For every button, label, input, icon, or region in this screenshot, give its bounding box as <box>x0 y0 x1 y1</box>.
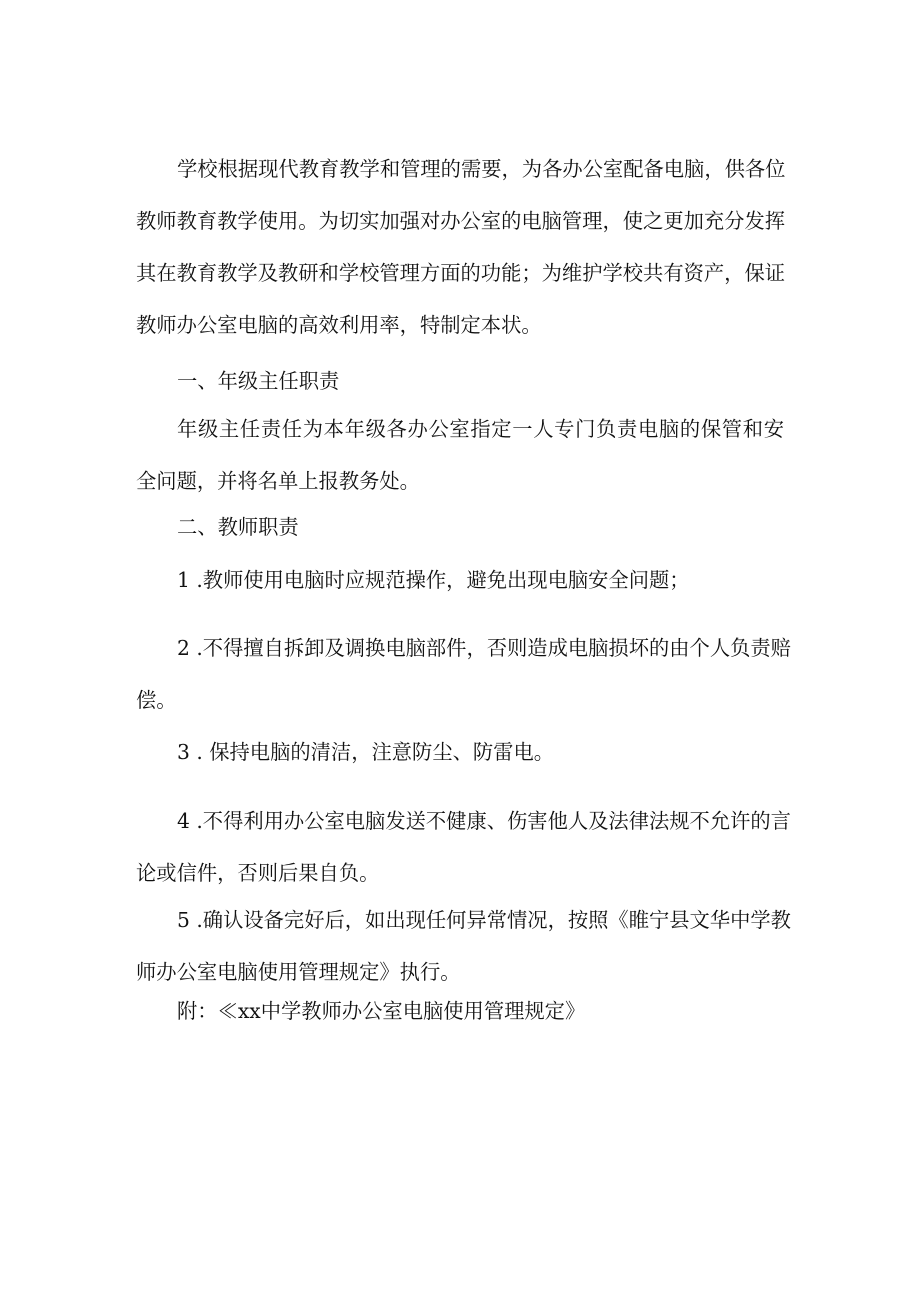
section-1-line-2: 全问题，并将名单上报教务处。 <box>136 469 420 493</box>
list-item-3 <box>136 737 784 767</box>
section-1-heading <box>136 366 784 396</box>
list-item-2-line-2: 偿。 <box>136 688 177 712</box>
list-item-5-line-2: 师办公室电脑使用管理规定》执行。 <box>136 960 461 984</box>
intro-line-3: 其在教育教学及教研和学校管理方面的功能；为维护学校共有资产，保证 <box>136 261 786 285</box>
appendix-note <box>136 996 784 1026</box>
list-item-1 <box>136 565 784 595</box>
list-item-5 <box>136 894 791 998</box>
section-1-paragraph <box>136 403 784 507</box>
list-item-4 <box>136 795 791 899</box>
intro-paragraph <box>136 143 784 351</box>
section-2-heading <box>136 512 784 542</box>
appendix-text: 附：≪xx中学教师办公室电脑使用管理规定》 <box>177 999 586 1023</box>
intro-line-1: 学校根据现代教育教学和管理的需要，为各办公室配备电脑，供各位 <box>177 157 786 181</box>
list-item-4-line-2: 论或信件，否则后果自负。 <box>136 861 380 885</box>
list-item-2-line-1: 2 .不得擅自拆卸及调换电脑部件，否则造成电脑损坏的由个人负责赔 <box>177 636 791 660</box>
list-item-5-line-1: 5 .确认设备完好后，如出现任何异常情况，按照《睢宁县文华中学教 <box>177 908 791 932</box>
list-item-1-line-1: 1 .教师使用电脑时应规范操作，避免出现电脑安全问题； <box>177 568 690 592</box>
section-1-heading-text: 一、年级主任职责 <box>177 369 340 393</box>
list-item-4-line-1: 4 .不得利用办公室电脑发送不健康、伤害他人及法律法规不允许的言 <box>177 809 791 833</box>
intro-line-4: 教师办公室电脑的高效利用率，特制定本状。 <box>136 313 542 337</box>
list-item-2 <box>136 622 791 726</box>
intro-line-2: 教师教育教学使用。为切实加强对办公室的电脑管理，使之更加充分发挥 <box>136 209 786 233</box>
list-item-3-line-1: 3 . 保持电脑的清洁，注意防尘、防雷电。 <box>177 740 555 764</box>
section-2-heading-text: 二、教师职责 <box>177 515 299 539</box>
section-1-line-1: 年级主任责任为本年级各办公室指定一人专门负责电脑的保管和安 <box>177 417 784 441</box>
